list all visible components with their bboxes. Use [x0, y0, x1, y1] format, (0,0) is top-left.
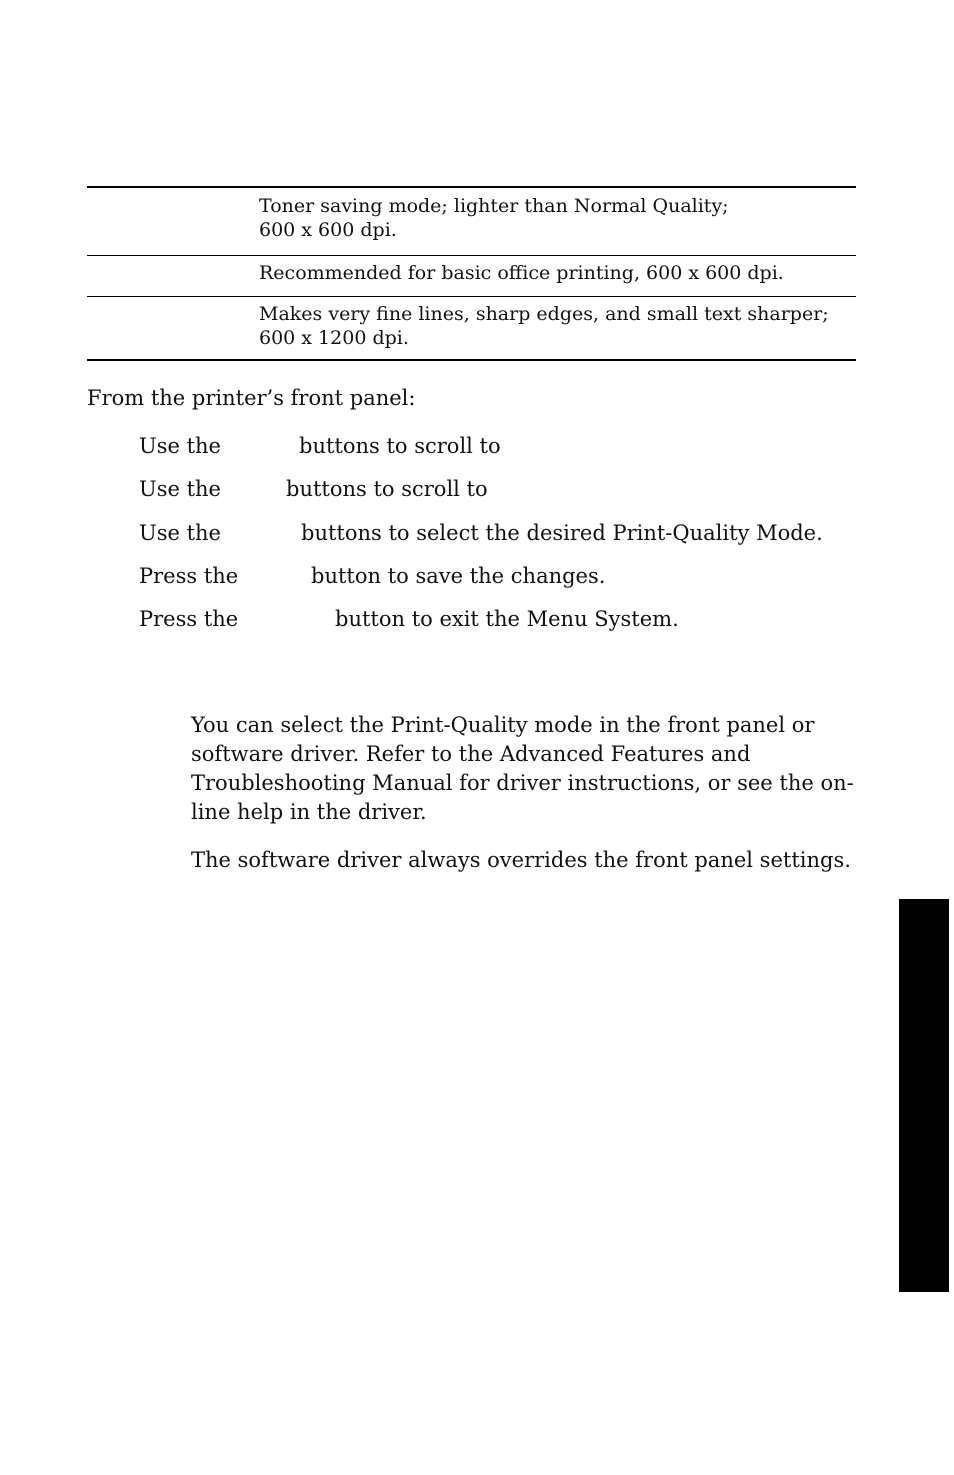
step-lead: Press the — [139, 607, 239, 631]
table-row — [87, 296, 856, 359]
step-text: buttons to scroll to — [286, 477, 488, 501]
step-text: button to save the changes. — [311, 564, 606, 588]
step-lead: Use the — [139, 477, 221, 501]
mode-description: Makes very fine lines, sharp edges, and small text sharper; 600 x 1200 dpi. — [259, 303, 829, 349]
front-panel-intro: From the printer’s front panel: — [87, 386, 416, 410]
mode-description: Toner saving mode; lighter than Normal Quality; 600 x 600 dpi. — [259, 195, 729, 241]
step-text: button to exit the Menu System. — [335, 607, 679, 631]
step-text: buttons to scroll to — [299, 434, 501, 458]
note-paragraph: The software driver always overrides the front panel settings. — [191, 848, 851, 872]
section-thumb-tab — [899, 899, 949, 1292]
step-lead: Use the — [139, 434, 221, 458]
note-paragraph: You can select the Print-Quality mode in the front panel or software driver. Refer to the Advanced Features and Troubleshooting Manual for driver instructions, or see the on-line help in the driver. — [191, 713, 854, 824]
table-row — [87, 188, 856, 255]
step-lead: Use the — [139, 521, 221, 545]
mode-description: Recommended for basic office printing, 600 x 600 dpi. — [259, 262, 784, 284]
table-row — [87, 255, 856, 296]
step-lead: Press the — [139, 564, 239, 588]
step-text: buttons to select the desired Print-Quality Mode. — [301, 521, 823, 545]
print-quality-table — [87, 186, 856, 361]
